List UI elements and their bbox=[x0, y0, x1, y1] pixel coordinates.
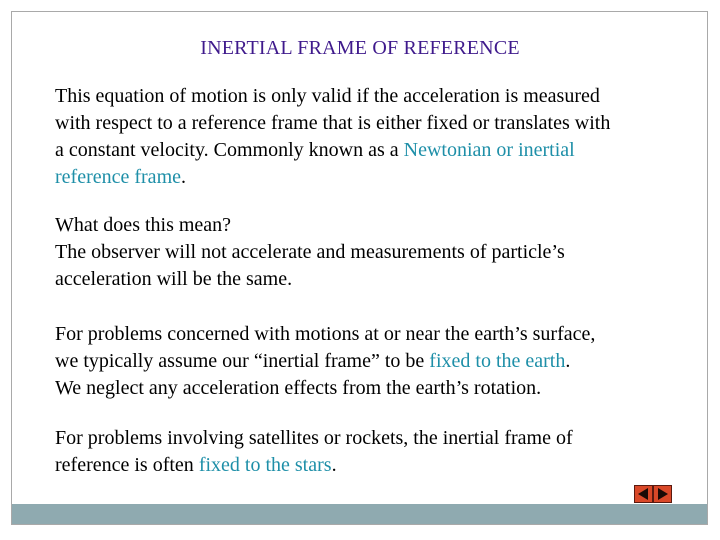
text-line: What does this mean? bbox=[55, 214, 232, 236]
text-segment: . bbox=[181, 166, 186, 188]
paragraph-equation-validity bbox=[55, 83, 675, 191]
text-line: For problems concerned with motions at or near the earth’s surface, bbox=[55, 323, 596, 345]
highlight-newtonian: Newtonian or inertial bbox=[403, 139, 575, 161]
text-segment: . bbox=[331, 454, 337, 476]
slide-navigation bbox=[634, 485, 672, 503]
paragraph-satellites bbox=[55, 425, 675, 479]
next-slide-button[interactable] bbox=[653, 485, 672, 503]
text-line bbox=[55, 164, 675, 191]
triangle-right-icon bbox=[657, 488, 668, 500]
highlight-fixed-to-stars: fixed to the stars bbox=[198, 454, 332, 476]
text-line: The observer will not accelerate and measurements of particle’s bbox=[55, 241, 565, 263]
text-line: acceleration will be the same. bbox=[55, 268, 293, 290]
text-segment: . bbox=[565, 350, 571, 372]
text-line bbox=[55, 137, 675, 164]
bottom-bar bbox=[12, 504, 707, 524]
highlight-fixed-to-earth: fixed to the earth bbox=[429, 350, 566, 372]
text-line: For problems involving satellites or rockets, the inertial frame of bbox=[55, 427, 573, 449]
text-line bbox=[55, 348, 675, 375]
text-line: This equation of motion is only valid if the acceleration is measured bbox=[55, 85, 600, 107]
paragraph-meaning bbox=[55, 212, 675, 293]
text-line: We neglect any acceleration effects from the earth’s rotation. bbox=[55, 377, 542, 399]
text-segment: reference is often bbox=[55, 454, 199, 476]
slide-title: INERTIAL FRAME OF REFERENCE bbox=[200, 37, 520, 59]
highlight-reference-frame: reference frame bbox=[55, 166, 181, 188]
paragraph-earth-surface bbox=[55, 321, 675, 402]
previous-slide-button[interactable] bbox=[634, 485, 653, 503]
text-segment: we typically assume our “inertial frame” to be bbox=[55, 350, 430, 372]
triangle-left-icon bbox=[638, 488, 649, 500]
text-line bbox=[55, 452, 675, 479]
text-segment: a constant velocity. Commonly known as a bbox=[55, 139, 404, 161]
text-line: with respect to a reference frame that is either fixed or translates with bbox=[55, 112, 611, 134]
